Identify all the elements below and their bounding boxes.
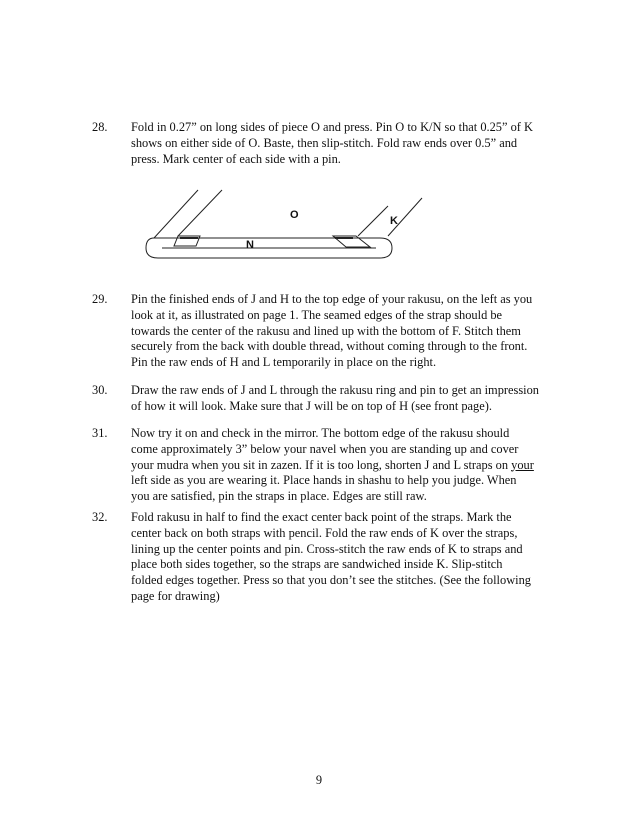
step-line: you are satisfied, pin the straps in place. Edges are still raw. [131,489,427,504]
label-o: O [290,209,299,221]
strap-line-left-outer [154,190,198,238]
step-line: place both sides together, so the straps are sandwiched inside K. Slip-stitch [131,557,503,572]
label-n: N [246,239,254,251]
step-line: Draw the raw ends of J and L through the rakusu ring and pin to get an impression [131,383,539,397]
label-k: K [390,215,398,227]
step-number: 30. [92,383,108,397]
step-number: 31. [92,426,108,440]
step-line: press. Mark center of each side with a pin. [131,151,341,166]
step-line: of how it will look. Make sure that J will be on top of H (see front page). [131,398,492,413]
step-number: 28. [92,120,108,134]
step-line [131,458,541,474]
underlined-word: your [511,457,534,472]
step-line: Now try it on and check in the mirror. The bottom edge of the rakusu should [131,426,510,440]
page-number: 9 [315,773,323,787]
step-line: shows on either side of O. Baste, then slip-stitch. Fold raw ends over 0.5” and [131,135,518,150]
strap-line-left-inner [178,190,222,236]
step-line: Pin the raw ends of H and L temporarily in place on the right. [131,355,437,370]
strap-diagram [140,190,440,268]
step-line: come approximately 3” below your navel when you are standing up and cover [131,441,519,456]
strap-diagram-svg [140,190,440,268]
step-line: left side as you are wearing it. Place hands in shashu to help you judge. When [131,473,517,488]
step-text [131,426,541,505]
step-text [131,292,541,371]
strap-line-right-o [358,206,388,236]
step-line: towards the center of the rakusu and lined up with the bottom of F. Stitch them [131,323,521,338]
step-number: 29. [92,292,108,306]
step-line: Fold in 0.27” on long sides of piece O and press. Pin O to K/N so that 0.25” of K [131,120,533,134]
step-line: securely from the back with double thread, without coming through to the front. [131,339,528,354]
step-line: page for drawing) [131,588,220,603]
step-line: center back on both straps with pencil. Fold the raw ends of K over the straps, [131,525,518,540]
step-line: lining up the center points and pin. Cross-stitch the raw ends of K to straps and [131,541,523,556]
step-number: 32. [92,510,108,524]
step-line-part: your mudra when you sit in zazen. If it is too long, shorten J and L straps on [131,457,509,472]
step-line: folded edges together. Press so that you don’t see the stitches. (See the following [131,573,531,588]
step-line: look at it, as illustrated on page 1. The seamed edges of the strap should be [131,307,503,322]
step-line: Pin the finished ends of J and H to the top edge of your rakusu, on the left as you [131,292,533,306]
step-text [131,510,541,605]
step-text [131,120,541,167]
step-text [131,383,541,415]
step-line: Fold rakusu in half to find the exact center back point of the straps. Mark the [131,510,512,524]
